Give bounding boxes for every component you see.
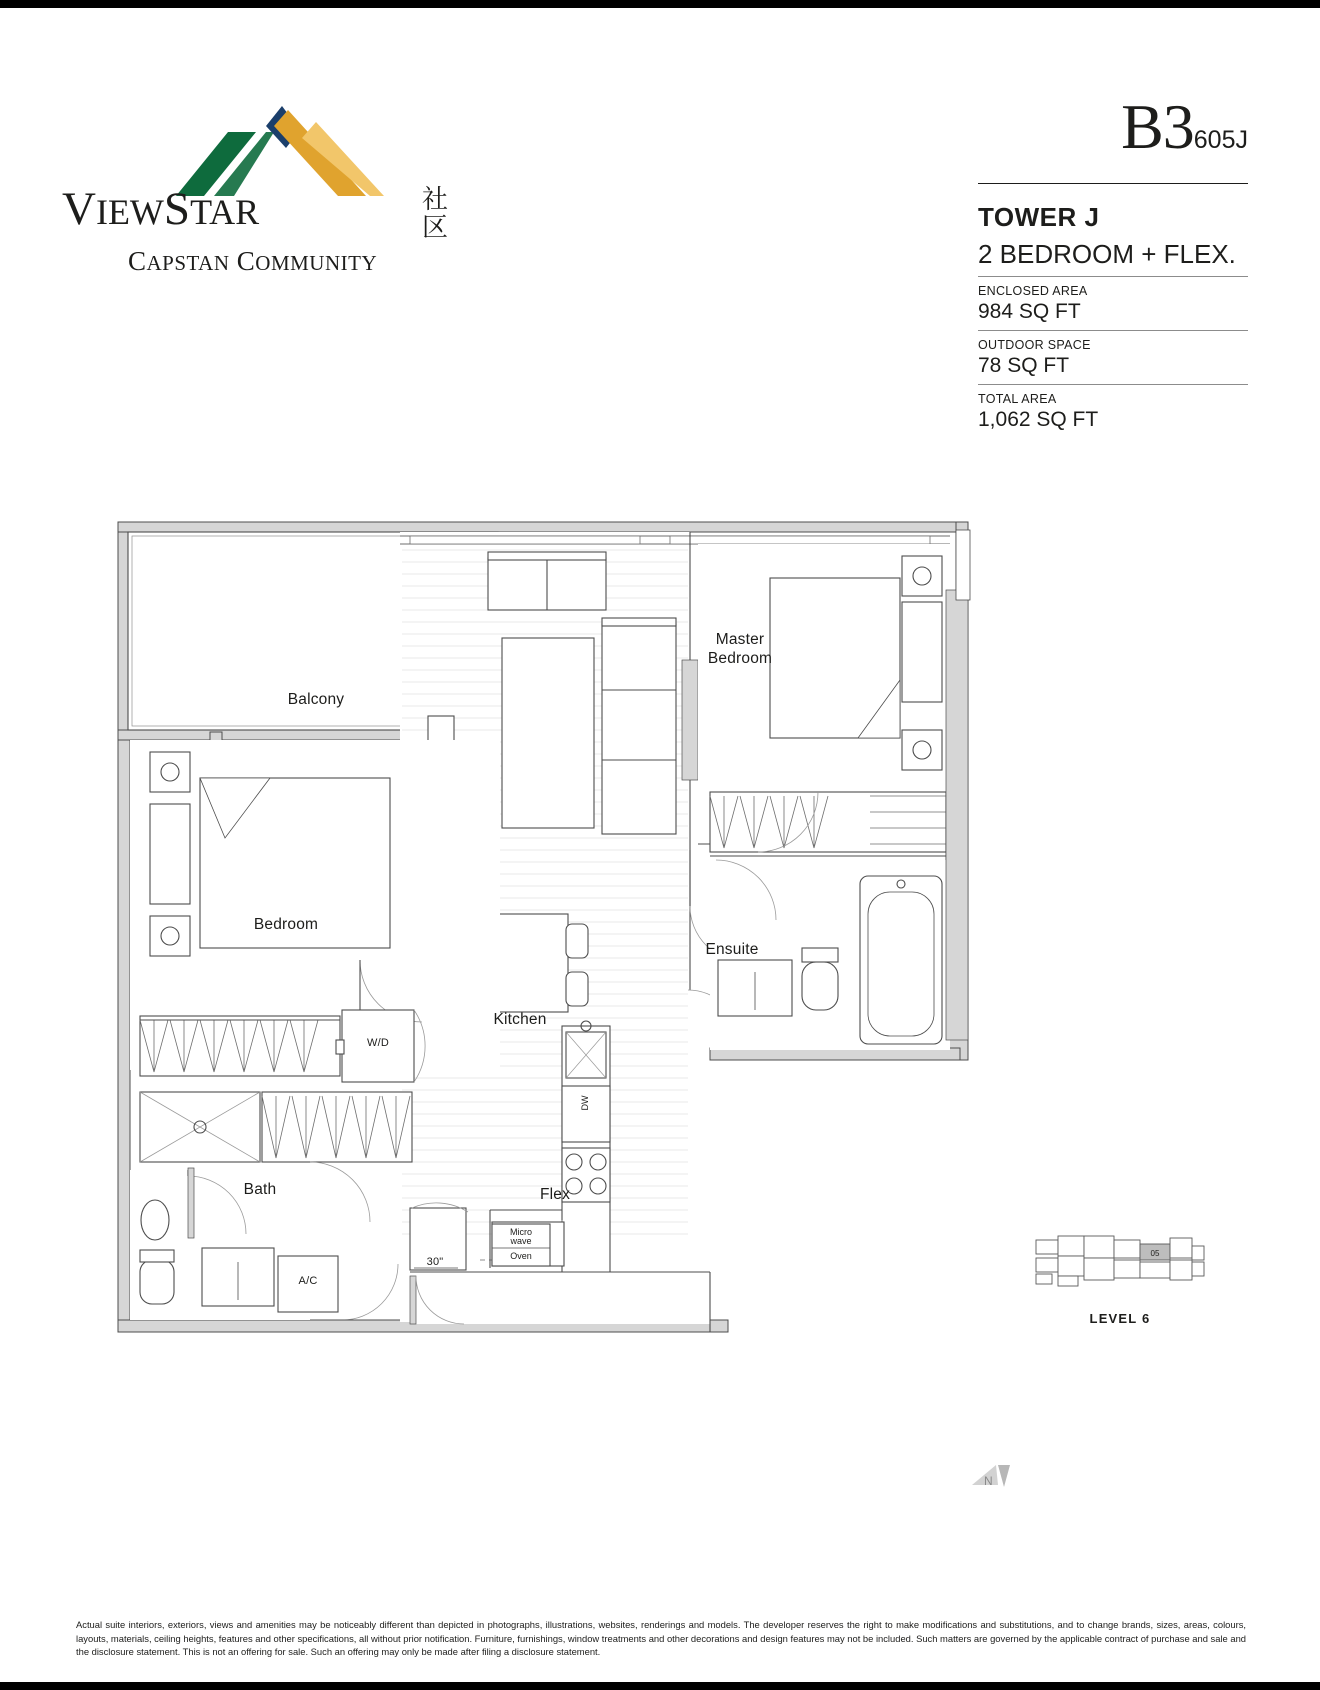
logo-word-s: S [163, 183, 191, 235]
label-stove-width: 30" [426, 1256, 444, 1268]
logo-sub-apstan: APSTAN [146, 251, 230, 275]
label-bath: Bath [243, 1181, 277, 1198]
key-plan-level-label: LEVEL 6 [1089, 1311, 1151, 1326]
key-plan-unit-number: 05 [1150, 1249, 1160, 1258]
total-area-label: TOTAL AREA [978, 392, 1057, 406]
top-bar [0, 0, 1320, 8]
logo-word-v: V [62, 183, 96, 235]
label-bedroom: Bedroom [253, 916, 319, 933]
divider-1 [978, 276, 1248, 277]
divider-3 [978, 384, 1248, 385]
label-air-conditioner: A/C [298, 1275, 318, 1287]
enclosed-area-value: 984 SQ FT [978, 300, 1081, 323]
divider-top [978, 183, 1248, 184]
label-kitchen: Kitchen [493, 1011, 547, 1028]
svg-text:N: N [984, 1474, 993, 1488]
tower-name: TOWER J [978, 202, 1100, 232]
key-plan-diagram [1030, 1230, 1210, 1292]
label-balcony: Balcony [287, 691, 345, 708]
label-microwave-line2: wave [510, 1236, 532, 1246]
bottom-bar [0, 1682, 1320, 1690]
label-dishwasher: DW [580, 1095, 590, 1111]
label-ensuite: Ensuite [705, 941, 759, 958]
disclaimer-text: Actual suite interiors, exteriors, views and amenities may be noticeably different than depicted in photographs, illustrations, websites, renderings and models. The developer reserves the right to make modifications and substitutions, and to change brands, sizes, areas, colours, layouts, materials, ceiling heights, features and other specifications, all without prior notification. Furniture, furnishings, window treatments and other decorations and design features may not be included. Such matters are governed by the applicable contract of purchase and sale and the disclosure statement. This is not an offering for sale. Such an offering may only be made after filing a disclosure statement. [76, 1619, 1246, 1658]
label-microwave-line1: Micro [510, 1227, 532, 1237]
key-plan [1030, 1230, 1210, 1326]
label-washer-dryer: W/D [367, 1037, 389, 1049]
logo-sub-ommunity: OMMUNITY [255, 251, 378, 275]
logo-wordmark [62, 182, 392, 236]
outdoor-space-label: OUTDOOR SPACE [978, 338, 1091, 352]
label-oven: Oven [510, 1251, 532, 1261]
label-flex: Flex [539, 1186, 571, 1203]
floor-plan-drawing [110, 520, 1010, 1340]
bedroom-count: 2 BEDROOM + FLEX. [978, 239, 1236, 269]
logo-sub-c1: C [128, 246, 147, 276]
plan-code [978, 91, 1248, 171]
logo-subtitle [128, 246, 377, 277]
logo-word-tar: TAR [190, 192, 260, 232]
logo-chinese-characters: 社区 [422, 185, 450, 243]
label-master-bedroom-line1: Master [715, 631, 765, 648]
enclosed-area-label: ENCLOSED AREA [978, 284, 1088, 298]
logo-word-iew: IEW [95, 192, 164, 232]
outdoor-space-value: 78 SQ FT [978, 354, 1070, 377]
label-master-bedroom-line2: Bedroom [707, 650, 773, 667]
plan-code-suffix: 605J [1193, 126, 1248, 154]
north-arrow-icon [968, 1455, 1018, 1495]
logo-sub-c2: C [236, 246, 256, 276]
plan-code-text: B3 [1121, 91, 1194, 162]
total-area-value: 1,062 SQ FT [978, 408, 1099, 431]
plan-info-panel [978, 91, 1248, 432]
divider-2 [978, 330, 1248, 331]
